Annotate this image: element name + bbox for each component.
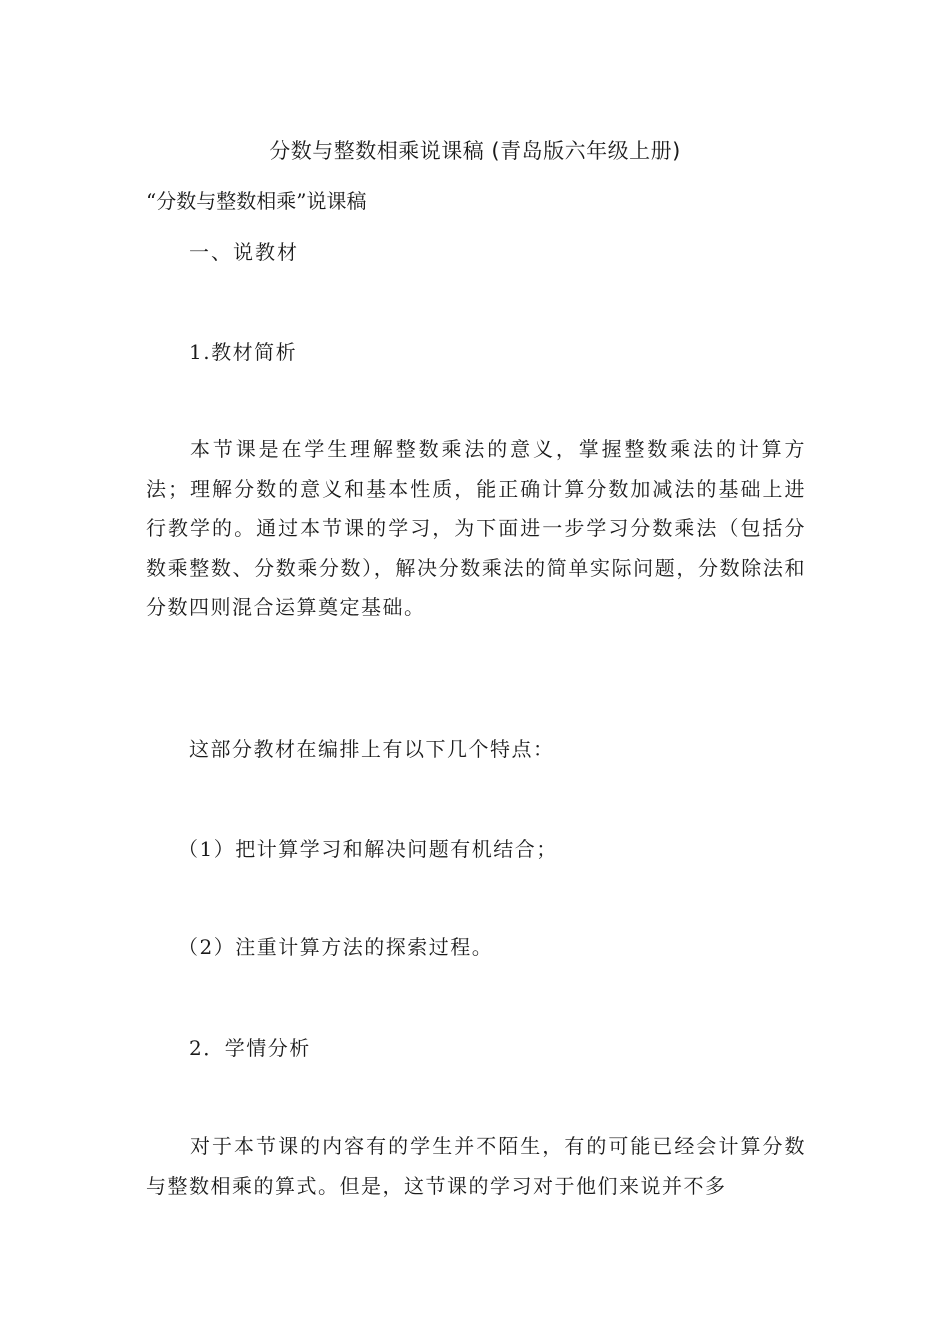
feature-point-2: （2）注重计算方法的探索过程。: [178, 935, 494, 959]
paragraph-student-analysis: 对于本节课的内容有的学生并不陌生，有的可能已经会计算分数与整数相乘的算式。但是，这节课的学习对于他们来说并不多: [146, 1134, 806, 1198]
paragraph-features-intro: 这部分教材在编排上有以下几个特点：: [189, 737, 555, 761]
document-subtitle: “分数与整数相乘”说课稿: [146, 189, 367, 213]
feature-point-1: （1）把计算学习和解决问题有机结合；: [178, 837, 558, 861]
subsection-heading-1: 1.教材简析: [189, 340, 298, 364]
paragraph-textbook-analysis: 本节课是在学生理解整数乘法的意义，掌握整数乘法的计算方法；理解分数的意义和基本性质，能正确计算分数加减法的基础上进行教学的。通过本节课的学习，为下面进一步学习分数乘法（包括分数乘整数、分数乘分数），解决分数乘法的简单实际问题，分数除法和分数四则混合运算奠定基础。: [146, 437, 806, 619]
document-title: 分数与整数相乘说课稿 (青岛版六年级上册): [269, 139, 681, 163]
section-heading-1: 一、说教材: [189, 240, 299, 264]
subsection-heading-2: 2．学情分析: [189, 1036, 311, 1060]
